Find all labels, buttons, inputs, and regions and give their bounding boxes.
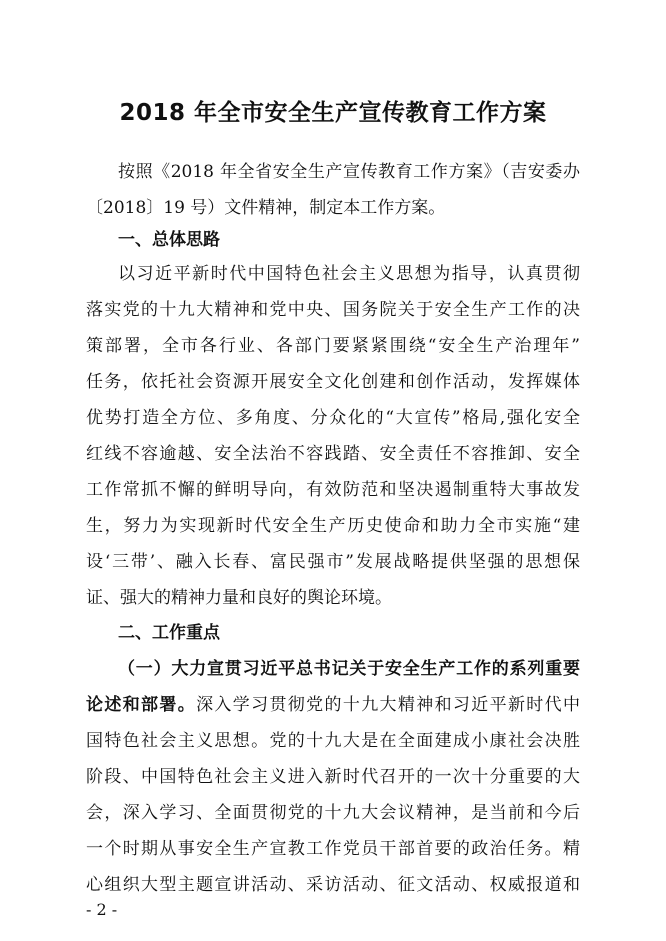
section-heading-work-focus: 二、工作重点 xyxy=(118,623,220,643)
document-title: 2018 年全市安全生产宣传教育工作方案 xyxy=(119,100,547,126)
paragraph-line: 心组织大型主题宣讲活动、采访活动、征文活动、权威报道和 xyxy=(86,875,580,895)
subsection-heading-end: 论述和部署。 xyxy=(86,695,197,715)
paragraph-line: 国特色社会主义思想。党的十九大是在全面建成小康社会决胜 xyxy=(86,731,580,751)
paragraph-line: 任务，依托社会资源开展安全文化创建和创作活动，发挥媒体 xyxy=(86,372,580,392)
paragraph-line: 一个时期从事安全生产宣教工作党员干部首要的政治任务。精 xyxy=(86,839,580,859)
paragraph-line-mixed xyxy=(86,687,580,723)
page-number: - 2 - xyxy=(86,900,118,919)
paragraph-line: 生，努力为实现新时代安全生产历史使命和助力全市实施“建 xyxy=(86,516,580,536)
paragraph-line: 以习近平新时代中国特色社会主义思想为指导，认真贯彻 xyxy=(118,264,580,284)
intro-line-1: 按照《2018 年全省安全生产宣传教育工作方案》（吉安委办 xyxy=(118,162,580,182)
section-heading-overall-approach: 一、总体思路 xyxy=(118,230,220,250)
intro-line-2: 〔2018〕19 号）文件精神，制定本工作方案。 xyxy=(86,198,446,218)
subsection-heading-line: （一）大力宣贯习近平总书记关于安全生产工作的系列重要 xyxy=(118,659,580,679)
paragraph-line: 工作常抓不懈的鲜明导向，有效防范和坚决遏制重特大事故发 xyxy=(86,480,580,500)
paragraph-line: 阶段、中国特色社会主义进入新时代召开的一次十分重要的大 xyxy=(86,767,580,787)
paragraph-line: 证、强大的精神力量和良好的舆论环境。 xyxy=(86,588,392,608)
paragraph-line: 设‘三带’、融入长春、富民强市”发展战略提供坚强的思想保 xyxy=(86,552,580,572)
paragraph-text: 深入学习贯彻党的十九大精神和习近平新时代中 xyxy=(196,695,581,715)
paragraph-line: 优势打造全方位、多角度、分众化的“大宣传”格局,强化安全 xyxy=(86,408,580,428)
paragraph-line: 策部署，全市各行业、各部门要紧紧围绕“安全生产治理年” xyxy=(86,336,580,356)
paragraph-line: 会，深入学习、全面贯彻党的十九大会议精神，是当前和今后 xyxy=(86,803,580,823)
paragraph-line: 红线不容逾越、安全法治不容践踏、安全责任不容推卸、安全 xyxy=(86,444,580,464)
paragraph-line: 落实党的十九大精神和党中央、国务院关于安全生产工作的决 xyxy=(86,300,580,320)
